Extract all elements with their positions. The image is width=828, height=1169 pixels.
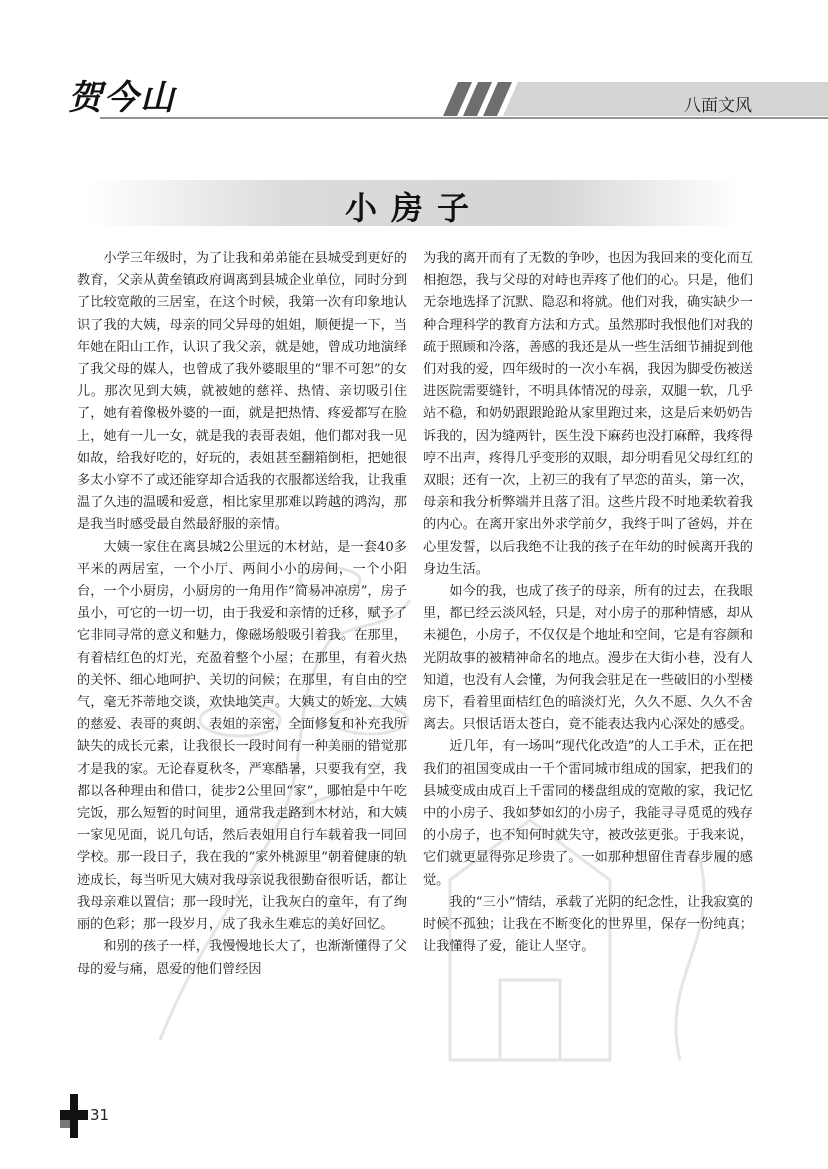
article-paragraph: 近几年，有一场叫“现代化改造”的人工手术，正在把我们的祖国变成由一千个雷同城市组成的国家，把我们的县城变成由成百上千雷同的楼盘组成的宽敞的家，我记忆中的小房子、我如梦如幻的小房子，我能寻寻觅觅的残存的小房子，也不知何时就失守，被改弦更张。于我来说，它们就更显得弥足珍贵了。一如那种想留住青春步履的感觉。: [423, 739, 753, 888]
article-paragraph: 为我的离开而有了无数的争吵，也因为我回来的变化而互相抱怨，我与父母的对峙也弄疼了他们的心。只是，他们无奈地选择了沉默、隐忍和将就。他们对我，确实缺少一种合理科学的教育方法和方式。虽然那时我恨他们对我的疏于照顾和冷落，善感的我还是从一些生活细节捕捉到他们对我的爱，四年级时的一次小车祸，我因为脚受伤被送进医院需要缝针，不明具体情况的母亲，双腿一软，几乎站不稳，和奶奶跟跟跄跄从家里跑过来，这是后来奶奶告诉我的，因为缝两针，医生没下麻药也没打麻醉，我疼得哼不出声，疼得几乎变形的双眼，却分明看见父母红红的双眼；还有一次，上初三的我有了早恋的苗头，第一次，母亲和我分析弊端并且落了泪。这些片段不时地柔软着我的内心。在离开家出外求学前夕，我终于叫了爸妈，并在心里发誓，以后我绝不让我的孩子在年幼的时候离开我的身边生活。: [423, 251, 753, 577]
article-paragraph: 大姨一家住在离县城2公里远的木材站，是一套40多平米的两居室，一个小厅、两间小小的房间，一个小阳台，一个小厨房，小厨房的一角用作“简易冲凉房”，房子虽小，可它的一切一切，由于我爱和亲情的迁移，赋予了它非同寻常的意义和魅力，像磁场般吸引着我。在那里，有着桔红色的灯光，充盈着整个小屋；在那里，有着火热的关怀、细心地呵护、关切的问候；在那里，有自由的空气，毫无芥蒂地交谈，欢快地笑声。大姨丈的娇宠、大姨的慈爱、表哥的爽朗、表姐的亲密，全面修复和补充我所缺失的成长元素，让我很长一段时间有一种美丽的错觉那才是我的家。无论春夏秋冬，严寒酷暑，只要我有空，我都以各种理由和借口，徒步2公里回“家”，哪怕是中午吃完饭，那么短暂的时间里，通常我走路到木材站，和大姨一家见见面，说几句话，然后表姐用自行车载着我一同回学校。那一段日子，我在我的“家外桃源里”朝着健康的轨迹成长，每当听见大姨对我母亲说我很勤奋很听话，都让我母亲难以置信；那一段时光，让我灰白的童年，有了绚丽的色彩；那一段岁月，成了我永生难忘的美好回忆。: [77, 539, 407, 933]
article-column-left: [77, 248, 407, 981]
article-paragraph: 小学三年级时，为了让我和弟弟能在县城受到更好的教育，父亲从黄垒镇政府调离到县城企业单位，同时分到了比较宽敞的三居室，在这个时候，我第一次有印象地认识了我的大姨，母亲的同父异母的姐姐，顺便提一下，当年她在阳山工作，认识了我父亲，就是她，曾成功地演绎了我父母的媒人，也曾成了我外婆眼里的“罪不可恕”的女儿。那次见到大姨，就被她的慈祥、热情、亲切吸引住了，她有着像极外婆的一面，就是把热情、疼爱都写在脸上，她有一儿一女，就是我的表哥表姐，他们都对我一见如故，给我好吃的，好玩的，表姐甚至翻箱倒柜，把她很多太小穿不了或还能穿却合适我的衣服都送给我，让我重温了久违的温暖和爱意，相比家里那难以跨越的鸿沟，那是我当时感受最自然最舒服的亲情。: [77, 251, 407, 533]
page-corner-block-icon: [60, 1094, 88, 1138]
page-number: 31: [90, 1106, 110, 1124]
article-title: 小房子: [344, 189, 483, 227]
column-name: 八面文风: [684, 96, 752, 116]
article-paragraph: 和别的孩子一样，我慢慢地长大了，也渐渐懂得了父母的爱与痛，恩爱的他们曾经因: [77, 939, 407, 977]
article-column-right: [423, 248, 753, 959]
article-paragraph: 我的“三小”情结，承载了光阴的纪念性，让我寂寞的时候不孤独；让我在不断变化的世界里，保存一份纯真；让我懂得了爱，能让人坚守。: [423, 894, 753, 955]
article-paragraph: 如今的我，也成了孩子的母亲，所有的过去，在我眼里，都已经云淡风轻，只是，对小房子的那种情感，却从未褪色，小房子，不仅仅是个地址和空间，它是有容颜和光阴故事的被精神命名的地点。漫步在大街小巷，没有人知道，也没有人会懂，为何我会驻足在一些破旧的小型楼房下，看着里面桔红色的暗淡灯光，久久不愿、久久不舍离去。只恨话语太苍白，竟不能表达我内心深处的感受。: [423, 584, 753, 733]
magazine-logo: 贺今山: [68, 78, 176, 118]
